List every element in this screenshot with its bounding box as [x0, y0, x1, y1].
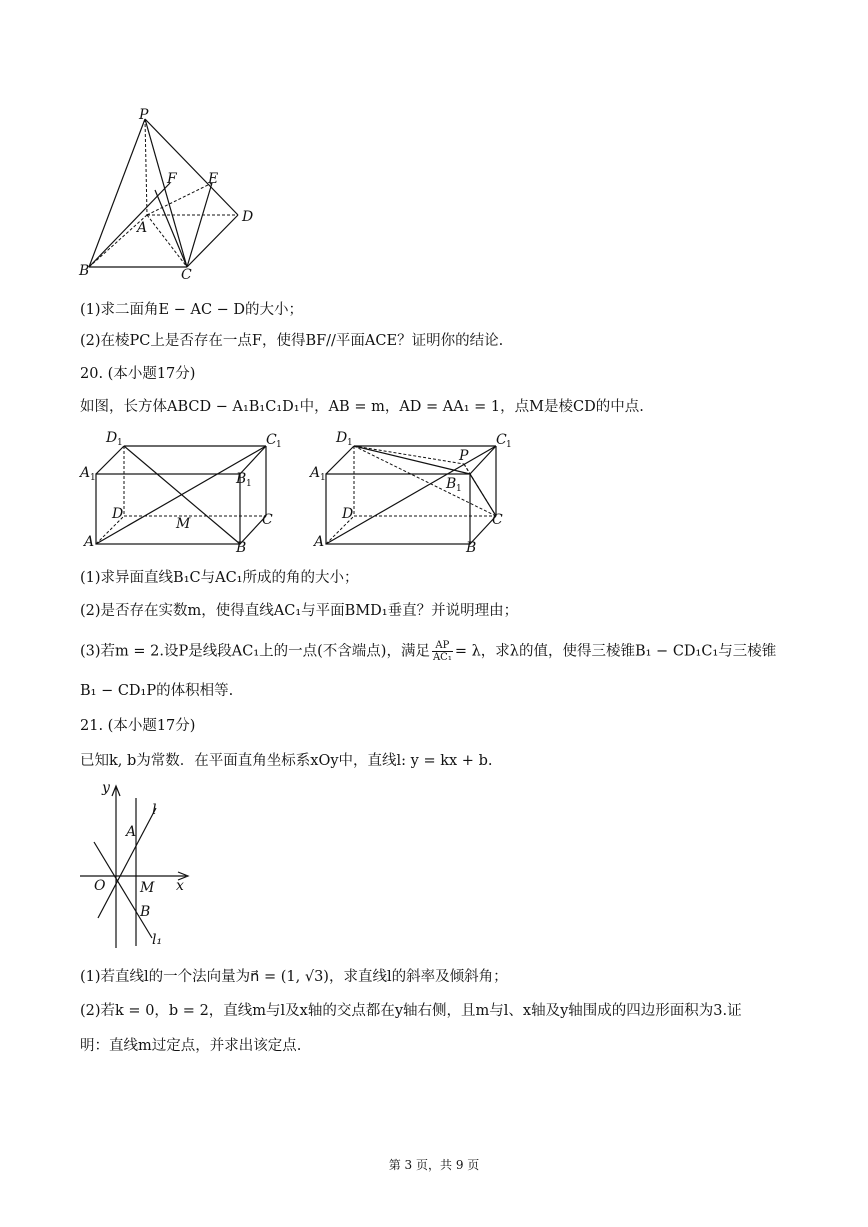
label-B: B [79, 263, 90, 279]
fraction-ap-ac1: $\frac{AP}{\text{AC₁}}$ [432, 640, 452, 663]
label-B: B [236, 540, 247, 556]
q19-part2: (2)在棱PC上是否存在一点F，使得BF//平面ACE？证明你的结论. [80, 333, 504, 349]
svg-text:1: 1 [506, 440, 512, 450]
label-D1: D [106, 430, 118, 446]
svg-text:1: 1 [276, 440, 282, 450]
label-D1: D [336, 430, 348, 446]
label-x: x [176, 878, 184, 894]
label-D: D [112, 506, 124, 522]
q21-part2-a: (2)若k = 0，b = 2，直线m与l及x轴的交点都在y轴右侧，且m与l、x轴及y轴围成的四边形面积为3.证 [80, 1003, 742, 1019]
svg-text:1: 1 [347, 438, 353, 448]
label-l1: l₁ [152, 932, 163, 948]
label-B1: B [236, 471, 247, 487]
q20-part3 [80, 640, 776, 663]
label-B1: B [446, 476, 457, 492]
q20-part3-b: = λ，求λ的值，使得三棱锥B₁ − CD₁C₁与三棱锥 [454, 643, 777, 660]
q21-intro: 已知k, b为常数．在平面直角坐标系xOy中，直线l: y = kx + b. [80, 753, 493, 769]
label-E: E [208, 171, 219, 187]
label-O: O [94, 878, 106, 894]
cuboid-figure-right [306, 428, 516, 558]
label-C: C [492, 512, 503, 528]
label-y: y [102, 780, 110, 796]
label-D: D [342, 506, 354, 522]
label-A: A [84, 534, 95, 550]
label-C1: C [496, 432, 507, 448]
svg-text:1: 1 [117, 438, 123, 448]
label-A1: A [80, 465, 91, 481]
q21-header: 21. (本小题17分) [80, 718, 196, 734]
q20-header: 20. (本小题17分) [80, 366, 196, 382]
label-M: M [176, 516, 191, 532]
label-C1: C [266, 432, 277, 448]
label-M: M [140, 880, 155, 896]
label-B: B [140, 904, 151, 920]
q21-part2-b: 明：直线m过定点，并求出该定点. [80, 1038, 302, 1054]
q20-part3-a: (3)若m = 2.设P是线段AC₁上的一点(不含端点)，满足 [80, 643, 430, 660]
label-F: F [167, 171, 177, 187]
svg-text:1: 1 [456, 484, 462, 494]
label-A: A [314, 534, 325, 550]
label-l: l [152, 802, 157, 818]
page-footer: 第 3 页，共 9 页 [388, 1158, 480, 1172]
q20-part1: (1)求异面直线B₁C与AC₁所成的角的大小； [80, 570, 359, 586]
svg-text:1: 1 [90, 473, 96, 483]
q20-part2: (2)是否存在实数m，使得直线AC₁与平面BMD₁垂直？并说明理由； [80, 603, 519, 619]
label-P: P [139, 107, 149, 123]
label-B: B [466, 540, 477, 556]
coordinate-figure [78, 778, 198, 950]
label-C: C [181, 267, 192, 283]
label-A: A [137, 220, 148, 236]
label-P: P [459, 448, 469, 464]
q19-part1: (1)求二面角E − AC − D的大小； [80, 302, 304, 318]
label-A: A [126, 824, 137, 840]
svg-text:1: 1 [246, 479, 252, 489]
pyramid-figure [75, 105, 265, 285]
label-A1: A [310, 465, 321, 481]
q20-part3-c: B₁ − CD₁P的体积相等. [80, 683, 234, 699]
svg-text:1: 1 [320, 473, 326, 483]
cuboid-figure-left [76, 428, 286, 558]
label-D: D [242, 209, 254, 225]
q21-part1: (1)若直线l的一个法向量为n⃗ = (1, √3)，求直线l的斜率及倾斜角； [80, 969, 508, 985]
label-C: C [262, 512, 273, 528]
q20-intro: 如图，长方体ABCD − A₁B₁C₁D₁中，AB = m，AD = AA₁ = 1，点M是棱CD的中点. [80, 399, 644, 415]
